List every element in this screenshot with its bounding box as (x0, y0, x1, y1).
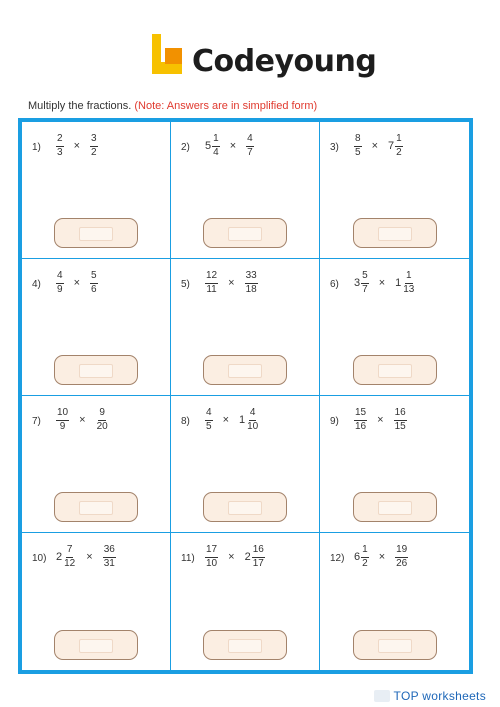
numerator: 5 (361, 271, 369, 284)
problem-expression (205, 271, 258, 295)
whole-number: 6 (354, 551, 361, 563)
fraction (96, 408, 109, 432)
answer-box[interactable] (54, 355, 138, 385)
fraction-term (245, 271, 258, 295)
problem-expression (205, 134, 254, 158)
fraction-term (239, 408, 259, 432)
answer-input[interactable] (228, 639, 262, 653)
problem-cell (22, 396, 171, 533)
numerator: 19 (395, 545, 408, 558)
problem-expression (354, 545, 408, 569)
fraction (205, 271, 218, 295)
problem-number: 8) (181, 416, 190, 427)
fraction-term (395, 545, 408, 569)
problem-cell (171, 396, 320, 533)
whole-number: 1 (395, 277, 402, 289)
numerator: 1 (212, 134, 220, 147)
answer-input[interactable] (79, 364, 113, 378)
whole-number: 7 (388, 140, 395, 152)
fraction-term (56, 545, 76, 569)
denominator: 12 (64, 557, 76, 569)
fraction (56, 271, 64, 295)
problem-expression (56, 408, 109, 432)
numerator: 4 (56, 271, 64, 284)
fraction (394, 408, 407, 432)
denominator: 9 (59, 420, 66, 432)
denominator: 2 (396, 146, 402, 158)
fraction-term (354, 271, 369, 295)
fraction-term (205, 271, 218, 295)
fraction (354, 134, 362, 158)
fraction (395, 545, 408, 569)
fraction (90, 271, 98, 295)
fraction (252, 545, 265, 569)
denominator: 6 (91, 283, 97, 295)
denominator: 11 (206, 283, 217, 295)
multiply-sign: × (86, 551, 93, 563)
problem-expression (56, 271, 98, 295)
multiply-sign: × (228, 277, 235, 289)
problem-cell (171, 122, 320, 259)
problem-cell (320, 259, 469, 396)
answer-box[interactable] (54, 630, 138, 660)
answer-box[interactable] (203, 492, 287, 522)
answer-input[interactable] (228, 227, 262, 241)
problem-expression (56, 134, 98, 158)
codeyoung-logo (152, 34, 377, 84)
numerator: 12 (205, 271, 218, 284)
numerator: 3 (90, 134, 98, 147)
numerator: 33 (245, 271, 258, 284)
answer-input[interactable] (378, 227, 412, 241)
problem-cell (171, 259, 320, 396)
denominator: 5 (206, 420, 212, 432)
denominator: 13 (403, 283, 415, 295)
denominator: 17 (252, 557, 264, 569)
numerator: 1 (405, 271, 413, 284)
instructions (28, 100, 317, 112)
fraction-term (354, 134, 362, 158)
answer-input[interactable] (378, 639, 412, 653)
fraction-term (205, 408, 213, 432)
footer-brand: TOP worksheets (393, 689, 486, 703)
problem-number: 1) (32, 142, 41, 153)
numerator: 4 (205, 408, 213, 421)
whole-number: 2 (244, 551, 251, 563)
problem-cell (22, 533, 171, 670)
fraction (90, 134, 98, 158)
multiply-sign: × (229, 140, 237, 152)
instructions-main: Multiply the fractions. (28, 100, 132, 112)
denominator: 4 (213, 146, 219, 158)
answer-box[interactable] (353, 492, 437, 522)
numerator: 10 (56, 408, 69, 421)
problem-cell (22, 122, 171, 259)
answer-input[interactable] (79, 227, 113, 241)
problem-number: 3) (330, 142, 339, 153)
problem-cell (320, 122, 469, 259)
logo-text: Codeyoung (192, 44, 377, 79)
whole-number: 3 (354, 277, 361, 289)
answer-input[interactable] (378, 364, 412, 378)
numerator: 15 (354, 408, 367, 421)
whole-number: 2 (56, 551, 63, 563)
whole-number: 5 (205, 140, 212, 152)
multiply-sign: × (378, 551, 386, 563)
answer-input[interactable] (79, 639, 113, 653)
fraction-term (395, 271, 415, 295)
answer-box[interactable] (203, 218, 287, 248)
answer-box[interactable] (203, 355, 287, 385)
problem-number: 12) (330, 553, 345, 564)
instructions-note: (Note: Answers are in simplified form) (134, 100, 318, 112)
problem-number: 10) (32, 553, 47, 564)
denominator: 7 (362, 283, 368, 295)
fraction-term (388, 134, 403, 158)
fraction (246, 408, 259, 432)
problem-number: 9) (330, 416, 339, 427)
denominator: 2 (362, 557, 368, 569)
codeyoung-logo-icon (152, 34, 184, 78)
multiply-sign: × (371, 140, 378, 152)
denominator: 16 (355, 420, 367, 432)
answer-input[interactable] (378, 501, 412, 515)
fraction-term (354, 408, 367, 432)
denominator: 7 (247, 146, 253, 158)
denominator: 18 (245, 283, 257, 295)
denominator: 9 (57, 283, 63, 295)
fraction (103, 545, 116, 569)
numerator: 4 (246, 134, 254, 147)
fraction (354, 408, 367, 432)
numerator: 1 (395, 134, 403, 147)
fraction (246, 134, 254, 158)
fraction (63, 545, 76, 569)
fraction-term (246, 134, 254, 158)
fraction (395, 134, 403, 158)
denominator: 15 (394, 420, 406, 432)
numerator: 7 (66, 545, 74, 558)
problem-number: 7) (32, 416, 41, 427)
answer-input[interactable] (79, 501, 113, 515)
problem-expression (354, 134, 403, 158)
problem-expression (56, 545, 116, 569)
footer (374, 689, 486, 703)
denominator: 10 (247, 420, 259, 432)
problem-cell (320, 533, 469, 670)
problem-number: 11) (181, 553, 195, 564)
fraction-term (56, 408, 69, 432)
fraction (361, 271, 369, 295)
fraction-term (56, 271, 64, 295)
numerator: 9 (98, 408, 106, 421)
fraction (205, 545, 218, 569)
fraction (361, 545, 369, 569)
problem-expression (205, 545, 265, 569)
multiply-sign: × (79, 414, 86, 426)
answer-input[interactable] (228, 364, 262, 378)
problem-cell (22, 259, 171, 396)
fraction-term (90, 271, 98, 295)
problem-cell (171, 533, 320, 670)
multiply-sign: × (73, 277, 80, 289)
problem-number: 5) (181, 279, 190, 290)
denominator: 10 (206, 557, 218, 569)
denominator: 20 (96, 420, 108, 432)
answer-box[interactable] (54, 218, 138, 248)
answer-box[interactable] (353, 355, 437, 385)
problem-expression (354, 271, 415, 295)
problem-expression (205, 408, 259, 432)
fraction-term (394, 408, 407, 432)
fraction-term (56, 134, 64, 158)
fraction-term (96, 408, 109, 432)
fraction (245, 271, 258, 295)
problem-number: 2) (181, 142, 190, 153)
numerator: 5 (90, 271, 98, 284)
fraction (402, 271, 415, 295)
numerator: 36 (103, 545, 116, 558)
numerator: 2 (56, 134, 64, 147)
answer-input[interactable] (228, 501, 262, 515)
multiply-sign: × (228, 551, 235, 563)
problem-number: 6) (330, 279, 339, 290)
problem-expression (354, 408, 407, 432)
numerator: 4 (249, 408, 257, 421)
denominator: 3 (57, 146, 63, 158)
fraction (56, 408, 69, 432)
denominator: 5 (355, 146, 361, 158)
worksheet-badge-icon (374, 690, 390, 702)
numerator: 8 (354, 134, 362, 147)
fraction (205, 408, 213, 432)
fraction-term (354, 545, 369, 569)
numerator: 16 (394, 408, 407, 421)
denominator: 26 (396, 557, 408, 569)
fraction-term (103, 545, 116, 569)
fraction-term (245, 545, 265, 569)
fraction-term (205, 545, 218, 569)
multiply-sign: × (377, 414, 384, 426)
answer-box[interactable] (353, 218, 437, 248)
multiply-sign: × (222, 414, 229, 426)
denominator: 2 (91, 146, 97, 158)
whole-number: 1 (239, 414, 246, 426)
fraction (212, 134, 220, 158)
problem-number: 4) (32, 279, 41, 290)
answer-box[interactable] (203, 630, 287, 660)
fraction-term (205, 134, 220, 158)
denominator: 31 (103, 557, 115, 569)
numerator: 17 (205, 545, 218, 558)
problem-cell (320, 396, 469, 533)
multiply-sign: × (378, 277, 386, 289)
numerator: 1 (361, 545, 369, 558)
problem-grid (18, 118, 473, 674)
fraction (56, 134, 64, 158)
answer-box[interactable] (353, 630, 437, 660)
multiply-sign: × (73, 140, 80, 152)
numerator: 16 (252, 545, 265, 558)
answer-box[interactable] (54, 492, 138, 522)
fraction-term (90, 134, 98, 158)
